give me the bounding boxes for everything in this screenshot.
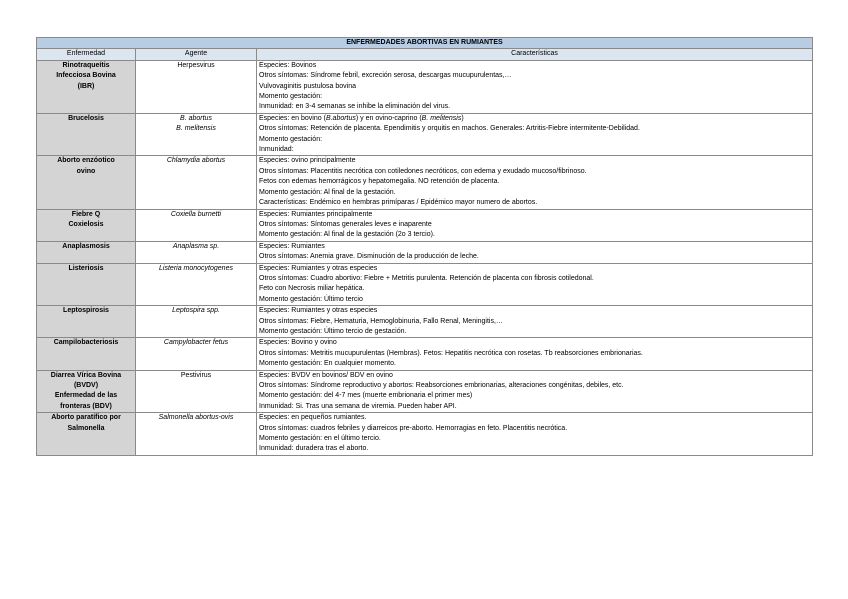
agent-cell [136,306,257,338]
disease-name-line: Listeriosis [68,264,104,272]
disease-cell [37,113,136,156]
feature-line: Especies: Bovinos [259,61,317,69]
table-row [37,113,813,156]
agent-name-line: B. melitensis [176,125,216,133]
feature-line: Otros síntomas: Retención de placenta. Ependimitis y orquitis en machos. Generales: Artritis-Fiebre intermitente-Debilidad. [259,125,640,133]
agent-name-line: Salmonella abortus-ovis [158,414,234,422]
disease-name-line: Diarrea Vírica Bovina [50,371,122,379]
feature-line: Momento gestación: En cualquier momento. [259,360,396,368]
disease-cell [37,306,136,338]
agent-name-line: Campylobacter fetus [163,339,229,347]
disease-name-line: Coxielosis [68,220,104,228]
agent-name-line: B. abortus [180,114,212,122]
agent-cell [136,413,257,456]
feature-line: Otros síntomas: Síndrome febril, excreción serosa, descargas mucupurulentas,… [259,72,512,80]
feature-line: Momento gestación: Último tercio de gestación. [259,327,407,335]
disease-cell [37,413,136,456]
features-cell [257,209,813,241]
agent-cell [136,113,257,156]
feature-line: Otros síntomas: Síndrome reproductivo y abortos: Reabsorciones embrionarias, alteraciones congénitas, debiles, etc. [259,382,624,389]
feature-line: Especies: BVDV en bovinos/ BDV en ovino [259,371,393,379]
feature-line: Fetos con edemas hemorrágicos y hepatomegalia. NO retención de placenta. [259,178,500,186]
feature-line: Momento gestación: [259,93,323,101]
disease-name-line: ovino [76,167,96,175]
table-row [37,413,813,456]
feature-line: Otros síntomas: Anemia grave. Disminución de la producción de leche. [259,253,479,261]
feature-line: Especies: Rumiantes y otras especies [259,264,378,272]
features-cell [257,306,813,338]
feature-line: Momento gestación: Último tercio [259,295,363,303]
features-cell [257,370,813,413]
feature-line: Inmunidad: en 3-4 semanas se inhibe la eliminación del virus. [259,103,451,111]
features-cell [257,263,813,306]
feature-line: Otros síntomas: cuadros febriles y diarreicos pre-aborto. Hemorragias en feto. Placentitis necrótica. [259,424,568,432]
table-row [37,60,813,113]
table-row [37,338,813,370]
feature-line: Otros síntomas: Cuadro abortivo: Fiebre + Metritis purulenta. Retención de placenta con fibrosis cotiledonal. [259,274,594,282]
features-cell [257,338,813,370]
features-cell [257,113,813,156]
disease-name-line: Aborto paratífico por [51,414,121,422]
agent-name-line: Herpesvirus [177,61,215,69]
features-cell [257,413,813,456]
disease-name-line: Enfermedad de las [54,392,118,400]
agent-cell [136,370,257,413]
agent-cell [136,209,257,241]
agent-cell [136,263,257,306]
feature-line: Momento gestación: [259,135,323,143]
table-row [37,241,813,263]
feature-line: Inmunidad: Si. Tras una semana de viremia. Pueden haber API. [259,402,457,410]
table-row [37,370,813,413]
feature-line: Otros síntomas: Metritis mucupurulentas (Hembras). Fetos: Hepatitis necrótica con rosetas. Tb reabsorciones embrionarias. [259,349,643,357]
table-row [37,209,813,241]
disease-name-line: fronteras (BDV) [60,402,112,410]
disease-cell [37,338,136,370]
disease-cell [37,370,136,413]
feature-line: Especies: Bovino y ovino [259,339,337,347]
agent-cell [136,156,257,209]
feature-line: Inmunidad: duradera tras el aborto. [259,445,369,453]
disease-name-line: Campilobacteriosis [53,339,119,347]
agent-name-line: Coxiella burnetti [170,210,222,218]
header-disease: Enfermedad [37,49,136,60]
feature-line: Características: Endémico en hembras primíparas / Epidémico mayor numero de abortos. [259,199,538,207]
feature-line: Especies: en pequeños rumiantes. [259,414,367,422]
title-row [37,38,813,49]
header-agent: Agente [136,49,257,60]
feature-line: Momento gestación: Al final de la gestación. [259,188,396,196]
diseases-table [36,37,813,456]
disease-name-line: (BVDV) [73,382,99,389]
disease-name-line: Infecciosa Bovina [56,72,116,80]
header-features: Características [257,49,813,60]
disease-cell [37,263,136,306]
table-row [37,156,813,209]
disease-name-line: Fiebre Q [71,210,101,218]
table-row [37,263,813,306]
disease-cell [37,209,136,241]
feature-line: Otros síntomas: Síntomas generales leves e inaparente [259,220,432,228]
features-cell [257,241,813,263]
agent-name-line: Pestivirus [180,371,212,379]
disease-name-line: Leptospirosis [63,307,109,315]
feature-line: Vulvovaginitis pustulosa bovina [259,82,357,90]
feature-line: Momento gestación: Al final de la gestación (2o 3 tercio). [259,231,435,239]
features-cell [257,60,813,113]
table-body [37,60,813,455]
disease-name-line: Anaplasmosis [62,242,110,250]
feature-line: Especies: Rumiantes [259,242,325,250]
features-cell [257,156,813,209]
feature-line: Inmunidad: [259,146,294,154]
feature-line: Especies: Rumiantes y otras especies [259,307,378,315]
feature-line: Especies: ovino principalmente [259,157,356,165]
agent-name-line: Leptospira spp. [172,307,220,315]
agent-name-line: Anaplasma sp. [172,242,220,250]
table-row [37,306,813,338]
agent-cell [136,241,257,263]
agent-name-line: Chlamydia abortus [166,157,226,165]
feature-line: Momento gestación: del 4-7 mes (muerte embrionaria el primer mes) [259,392,473,400]
feature-line: Otros síntomas: Fiebre, Hematuria, Hemoglobinuria, Fallo Renal, Meningitis,… [259,317,503,325]
agent-cell [136,60,257,113]
disease-cell [37,241,136,263]
feature-line: Momento gestación: en el último tercio. [259,435,381,443]
agent-cell [136,338,257,370]
feature-line: Especies: en bovino (B.abortus) y en ovino-caprino (B. melitensis) [259,114,464,122]
agent-name-line: Listeria monocytogenes [159,264,233,272]
disease-name-line: Aborto enzóotico [57,157,115,165]
disease-name-line: Brucelosis [68,114,104,122]
header-row [37,49,813,60]
disease-cell [37,60,136,113]
disease-name-line: Rinotraqueítis [62,61,110,69]
disease-cell [37,156,136,209]
feature-line: Especies: Rumiantes principalmente [259,210,373,218]
disease-name-line: (IBR) [77,82,95,90]
feature-line: Feto con Necrosis miliar hepática. [259,285,365,293]
table-title: ENFERMEDADES ABORTIVAS EN RUMIANTES [37,38,813,49]
feature-line: Otros síntomas: Placentitis necrótica con cotiledones necróticos, con edema y exudado mucoso/fibrinoso. [259,167,587,175]
disease-name-line: Salmonella [67,424,105,432]
